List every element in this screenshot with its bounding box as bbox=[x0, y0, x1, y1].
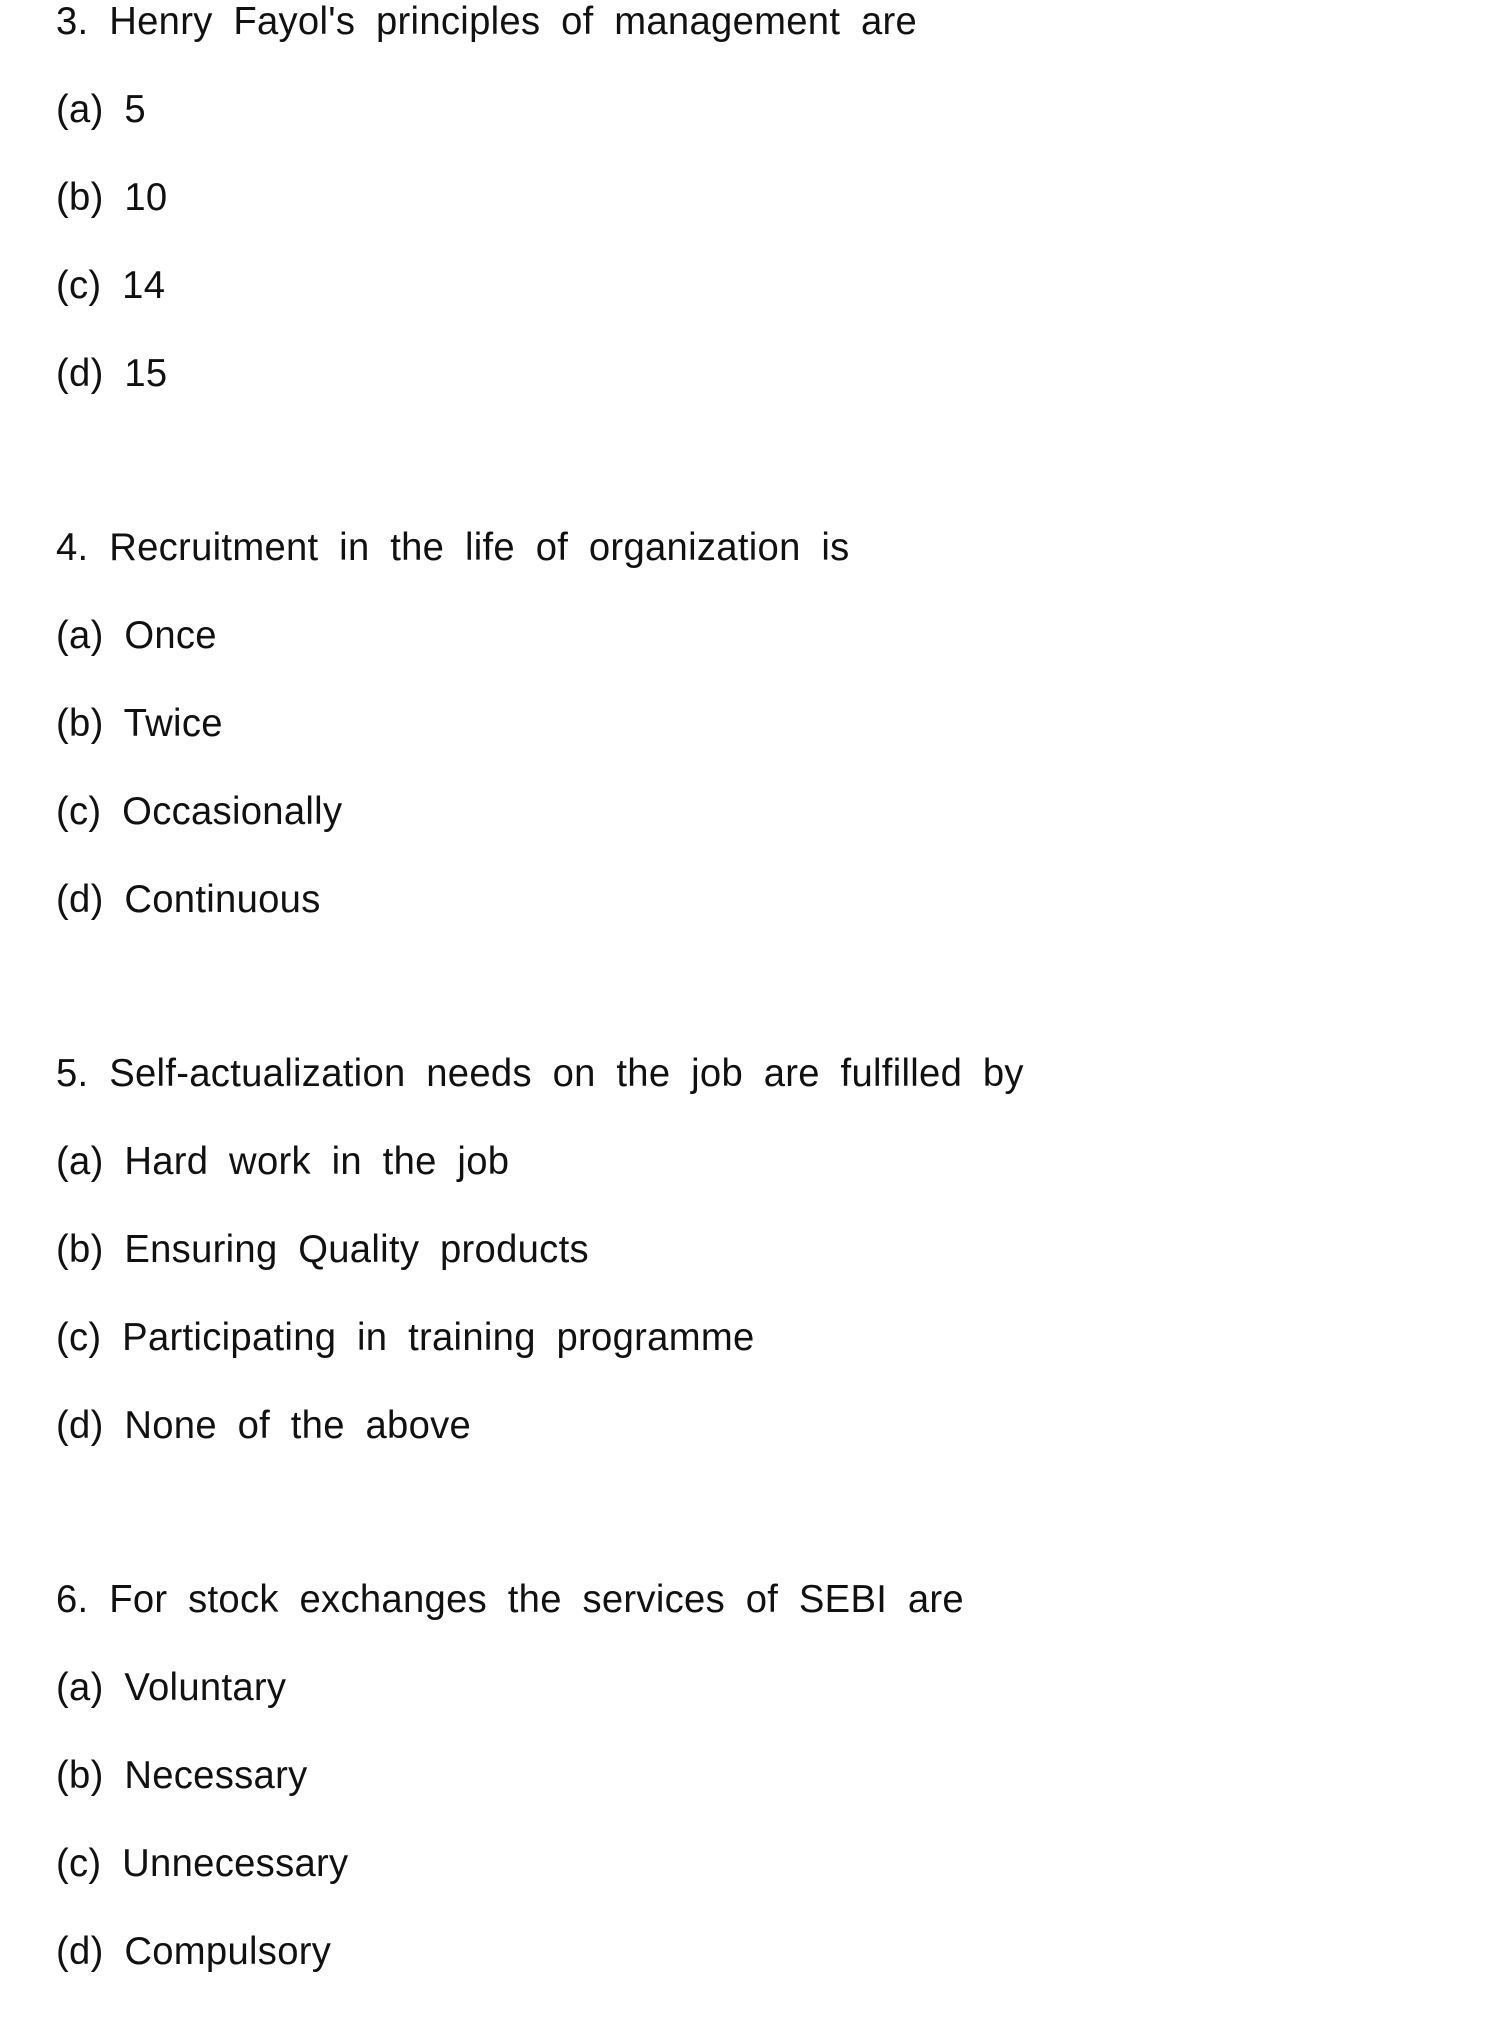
option-label: (c) bbox=[56, 790, 102, 833]
question-number: 3. bbox=[56, 0, 89, 43]
option-text: 10 bbox=[124, 176, 168, 219]
option-label: (d) bbox=[56, 1930, 104, 1973]
option-b[interactable] bbox=[56, 1754, 964, 1842]
option-text: Once bbox=[124, 614, 217, 657]
option-d[interactable] bbox=[56, 352, 917, 440]
option-label: (a) bbox=[56, 88, 104, 131]
option-text: Participating in training programme bbox=[122, 1316, 755, 1359]
option-label: (d) bbox=[56, 1404, 104, 1447]
option-text: 5 bbox=[124, 88, 146, 131]
option-c[interactable] bbox=[56, 1316, 1024, 1404]
option-label: (a) bbox=[56, 1666, 104, 1709]
option-d[interactable] bbox=[56, 878, 850, 966]
option-label: (b) bbox=[56, 1228, 104, 1271]
option-b[interactable] bbox=[56, 176, 917, 264]
option-label: (c) bbox=[56, 1316, 102, 1359]
option-text: Necessary bbox=[124, 1754, 308, 1797]
question-text bbox=[56, 526, 850, 614]
question-text bbox=[56, 0, 917, 88]
question-number: 4. bbox=[56, 526, 89, 569]
option-text: Occasionally bbox=[122, 790, 343, 833]
option-label: (b) bbox=[56, 176, 104, 219]
question-6 bbox=[56, 1578, 983, 2018]
option-text: 14 bbox=[122, 264, 166, 307]
option-a[interactable] bbox=[56, 1140, 1024, 1228]
option-a[interactable] bbox=[56, 1666, 964, 1754]
option-text: Compulsory bbox=[124, 1930, 332, 1973]
question-text bbox=[56, 1052, 1024, 1140]
question-number: 6. bbox=[56, 1578, 89, 1621]
option-text: None of the above bbox=[124, 1404, 472, 1447]
option-b[interactable] bbox=[56, 702, 850, 790]
question-stem: Henry Fayol's principles of management are bbox=[109, 0, 918, 43]
option-label: (a) bbox=[56, 1140, 104, 1183]
option-text: Unnecessary bbox=[122, 1842, 349, 1885]
option-label: (c) bbox=[56, 264, 102, 307]
option-text: 15 bbox=[124, 352, 168, 395]
option-text: Continuous bbox=[124, 878, 321, 921]
question-4 bbox=[56, 526, 866, 966]
question-number: 5. bbox=[56, 1052, 89, 1095]
option-text: Ensuring Quality products bbox=[124, 1228, 589, 1271]
option-text: Twice bbox=[123, 702, 223, 745]
option-label: (b) bbox=[56, 1754, 104, 1797]
question-text bbox=[56, 1578, 964, 1666]
option-label: (d) bbox=[56, 878, 104, 921]
question-stem: For stock exchanges the services of SEBI are bbox=[109, 1578, 964, 1621]
option-text: Voluntary bbox=[124, 1666, 287, 1709]
question-stem: Self-actualization needs on the job are fulfilled by bbox=[109, 1052, 1024, 1095]
option-c[interactable] bbox=[56, 1842, 964, 1930]
option-label: (c) bbox=[56, 1842, 102, 1885]
option-d[interactable] bbox=[56, 1930, 964, 2018]
option-c[interactable] bbox=[56, 790, 850, 878]
question-stem: Recruitment in the life of organization is bbox=[109, 526, 850, 569]
option-a[interactable] bbox=[56, 614, 850, 702]
option-text: Hard work in the job bbox=[124, 1140, 510, 1183]
option-a[interactable] bbox=[56, 88, 917, 176]
option-label: (b) bbox=[56, 702, 104, 745]
question-5 bbox=[56, 1052, 1044, 1492]
option-label: (d) bbox=[56, 352, 104, 395]
option-label: (a) bbox=[56, 614, 104, 657]
question-3 bbox=[56, 0, 935, 440]
option-b[interactable] bbox=[56, 1228, 1024, 1316]
option-d[interactable] bbox=[56, 1404, 1024, 1492]
option-c[interactable] bbox=[56, 264, 917, 352]
